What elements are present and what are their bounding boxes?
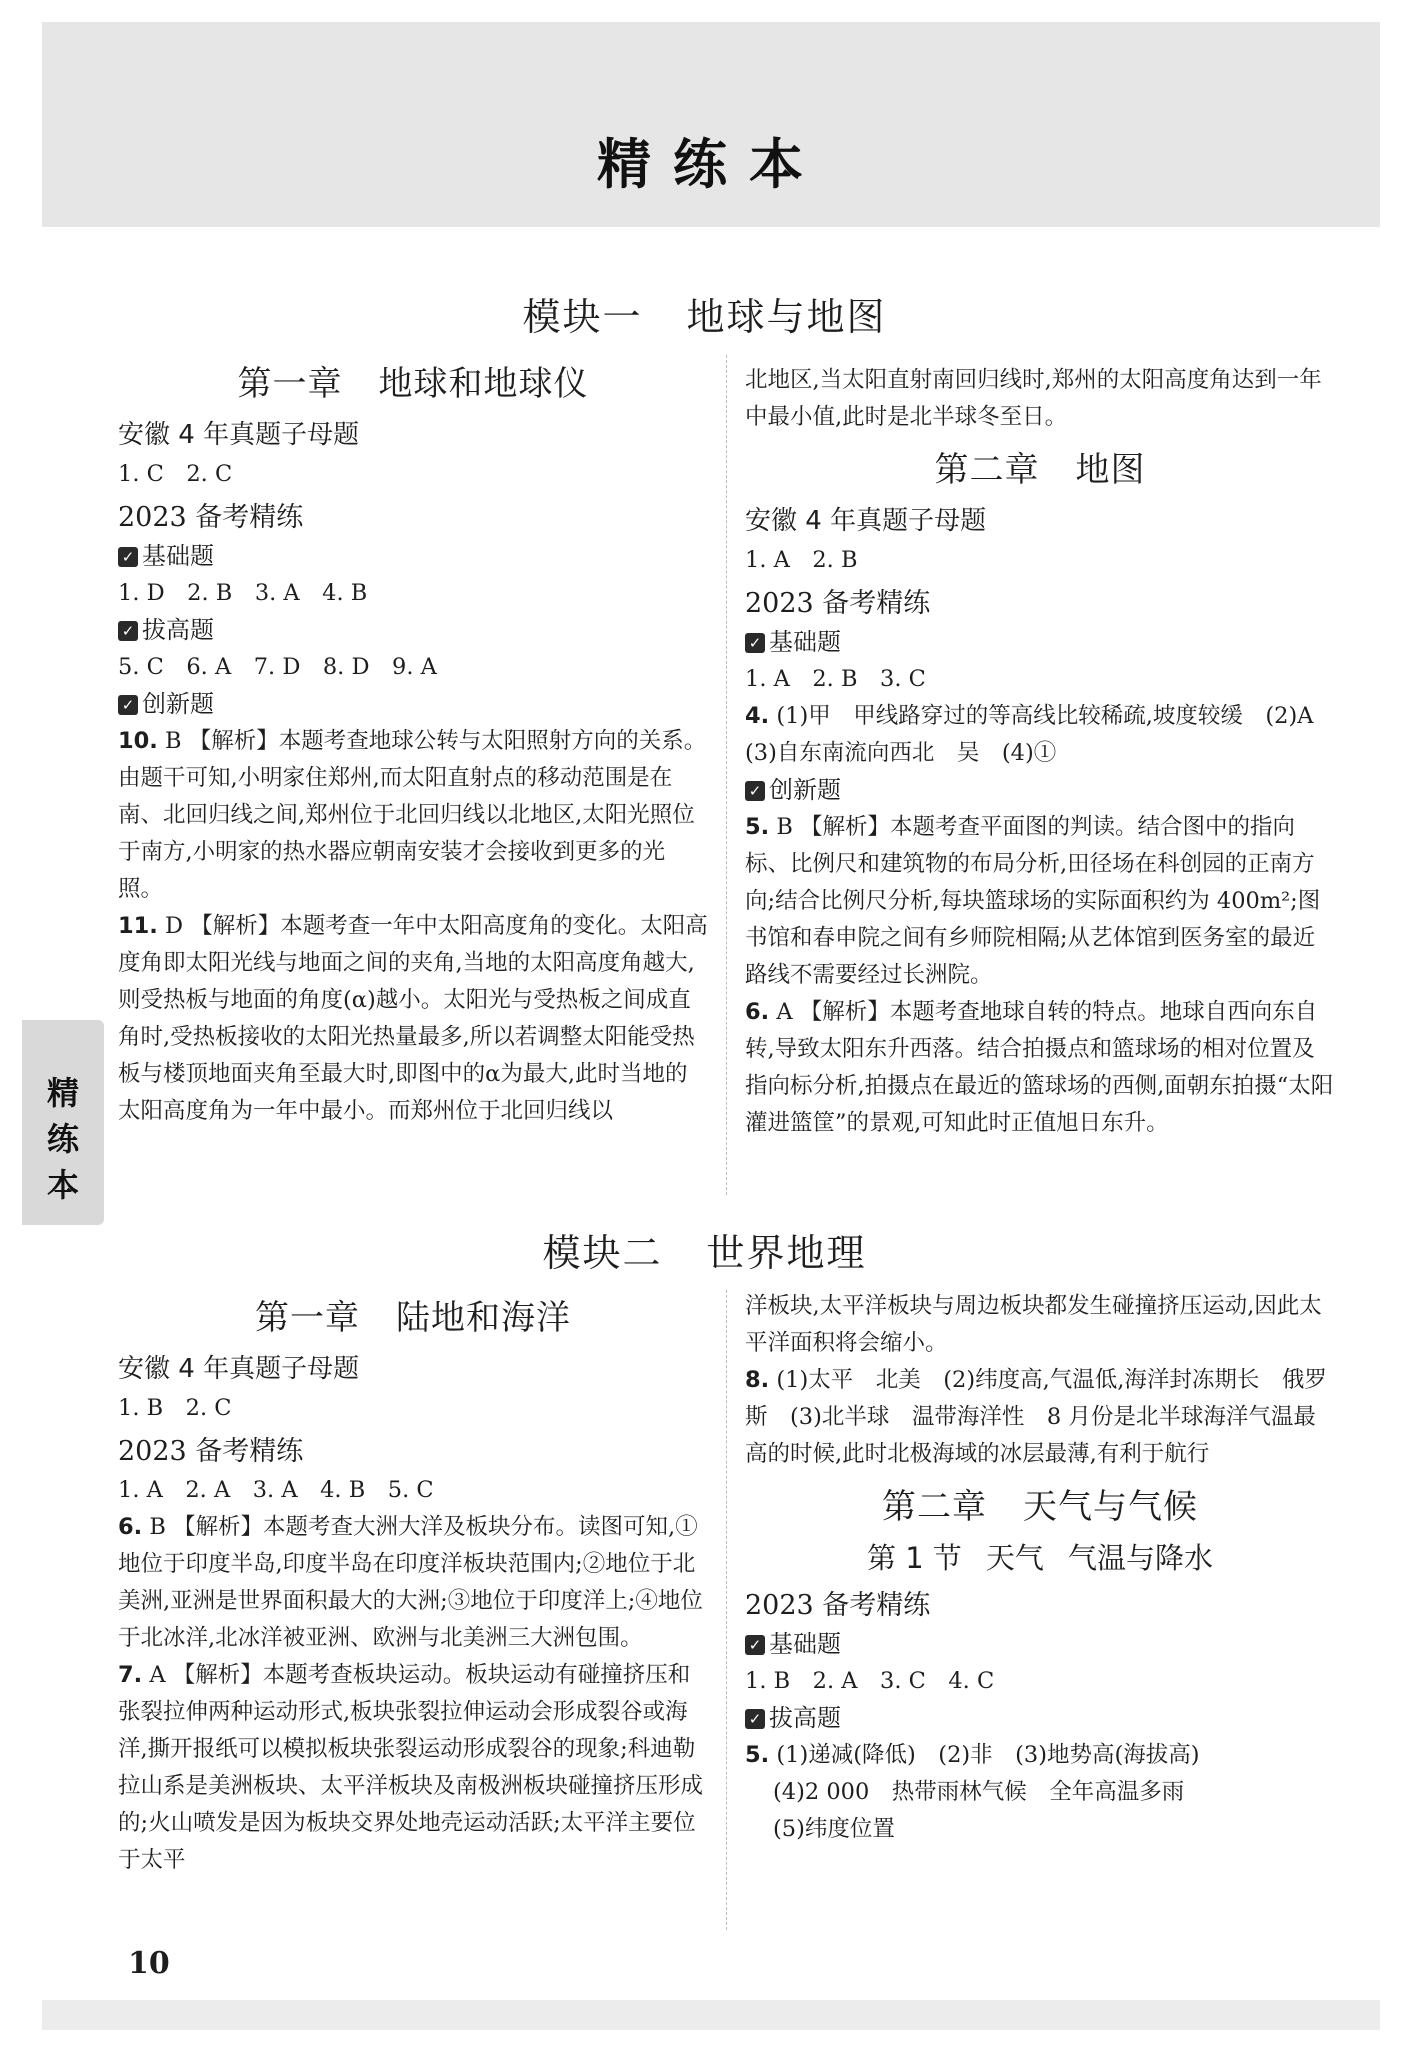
chapter-title: 第一章 地球和地球仪: [237, 364, 589, 404]
answer-explanation: 10. B 【解析】本题考查地球公转与太阳照射方向的关系。由题干可知,小明家住郑州,而太阳直射点的移动范围是在南、北回归线之间,郑州位于北回归线以北地区,太阳光照位于南方,小明家的热水器应朝南安装才会接收到更多的光照。: [118, 728, 707, 902]
prep-title: 2023 备考精练: [745, 1590, 931, 1621]
answer-explanation: 7. A 【解析】本题考查板块运动。板块运动有碰撞挤压和张裂拉伸两种运动形式,板块张裂拉伸运动会形成裂谷或海洋,撕开报纸可以模拟板块张裂运动形成裂谷的现象;科迪勒拉山系是美洲板块、太平洋板块及南极洲板块碰撞挤压形成的;火山喷发是因为板块交界处地壳运动活跃;太平洋主要位于太平: [118, 1662, 704, 1873]
chapter-title: 第二章 地图: [934, 450, 1146, 490]
module1-right-column: [745, 362, 1335, 1142]
answer-line: 1. A 2. B: [745, 547, 858, 573]
check-icon: ✓: [745, 633, 765, 653]
tag-innovative: ✓ 创新题: [745, 772, 1335, 809]
column-divider: [726, 355, 727, 1195]
check-icon: ✓: [118, 547, 138, 567]
answer-explanation: 5. (1)递减(降低) (2)非 (3)地势高(海拔高): [745, 1742, 1200, 1768]
tag-innovative: ✓ 创新题: [118, 686, 708, 723]
check-icon: ✓: [745, 1635, 765, 1655]
check-icon: ✓: [118, 621, 138, 641]
answer-explanation: 11. D 【解析】本题考查一年中太阳高度角的变化。太阳高度角即太阳光线与地面之间的夹角,当地的太阳高度角越大,则受热板与地面的角度(α)越小。太阳光与受热板之间成直角时,受热板接收的太阳光热量最多,所以若调整太阳能受热板与楼顶地面夹角至最大时,即图中的α为最大,此时当地的太阳高度角为一年中最小。而郑州位于北回归线以: [118, 913, 708, 1124]
header-band: [42, 22, 1380, 227]
answer-line: 1. A 2. B 3. C: [745, 666, 926, 692]
subsection-title: 安徽 4 年真题子母题: [745, 506, 987, 536]
module-name: 地球与地图: [686, 295, 887, 339]
page-number: 10: [128, 1946, 170, 1981]
module-label: 模块二: [542, 1231, 663, 1275]
module-title: [0, 286, 1409, 341]
answer-line: 1. C 2. C: [118, 461, 233, 487]
answer-line: (5)纬度位置: [773, 1816, 895, 1842]
answer-line: 1. B 2. A 3. C 4. C: [745, 1668, 995, 1694]
prep-title: 2023 备考精练: [118, 1436, 304, 1467]
answer-line: 5. C 6. A 7. D 8. D 9. A: [118, 654, 437, 680]
section-title: 第 1 节 天气 气温与降水: [867, 1541, 1213, 1575]
prep-title: 2023 备考精练: [118, 502, 304, 533]
column-divider: [726, 1290, 727, 1930]
tag-basic: ✓ 基础题: [745, 1626, 1335, 1663]
check-icon: ✓: [118, 695, 138, 715]
side-tab: [22, 1020, 104, 1225]
answer-explanation: 6. A 【解析】本题考查地球自转的特点。地球自西向东自转,导致太阳东升西落。结合拍摄点和篮球场的相对位置及指向标分析,拍摄点在最近的篮球场的西侧,面朝东拍摄“太阳灌进篮筐”的景观,可知此时正值旭日东升。: [745, 999, 1334, 1136]
answer-explanation: 4. (1)甲 甲线路穿过的等高线比较稀疏,坡度较缓 (2)A (3)自东南流向西北 吴 (4)①: [745, 703, 1337, 766]
answer-line: 1. D 2. B 3. A 4. B: [118, 580, 368, 606]
check-icon: ✓: [745, 1709, 765, 1729]
bottom-strip: [42, 2000, 1380, 2030]
tag-advanced: ✓ 拔高题: [745, 1700, 1335, 1737]
answer-explanation: 8. (1)太平 北美 (2)纬度高,气温低,海洋封冻期长 俄罗斯 (3)北半球 温带海洋性 8 月份是北半球海洋气温最高的时候,此时北极海域的冰层最薄,有利于航行: [745, 1367, 1327, 1467]
subsection-title: 安徽 4 年真题子母题: [118, 420, 360, 450]
answer-line: (4)2 000 热带雨林气候 全年高温多雨: [773, 1779, 1185, 1805]
tag-basic: ✓ 基础题: [745, 624, 1335, 661]
answer-line: 1. B 2. C: [118, 1395, 232, 1421]
module2-left-column: [118, 1284, 708, 1879]
module-title: [0, 1222, 1409, 1277]
check-icon: ✓: [745, 781, 765, 801]
continued-text: 洋板块,太平洋板块与周边板块都发生碰撞挤压运动,因此太平洋面积将会缩小。: [745, 1293, 1322, 1356]
chapter-title: 第二章 天气与气候: [882, 1487, 1198, 1527]
answer-explanation: 6. B 【解析】本题考查大洲大洋及板块分布。读图可知,①地位于印度半岛,印度半岛在印度洋板块范围内;②地位于北美洲,亚洲是世界面积最大的大洲;③地位于印度洋上;④地位于北冰洋,北冰洋被亚洲、欧洲与北美洲三大洲包围。: [118, 1514, 703, 1651]
answer-line: 1. A 2. A 3. A 4. B 5. C: [118, 1477, 434, 1503]
module2-right-column: [745, 1288, 1335, 1848]
module-label: 模块一: [522, 295, 643, 339]
module-name: 世界地理: [706, 1231, 867, 1275]
page-title: 精练本: [597, 133, 825, 196]
tag-advanced: ✓ 拔高题: [118, 612, 708, 649]
subsection-title: 安徽 4 年真题子母题: [118, 1354, 360, 1384]
continued-text: 北地区,当太阳直射南回归线时,郑州的太阳高度角达到一年中最小值,此时是北半球冬至日。: [745, 367, 1322, 430]
prep-title: 2023 备考精练: [745, 588, 931, 619]
answer-explanation: 5. B 【解析】本题考查平面图的判读。结合图中的指向标、比例尺和建筑物的布局分析,田径场在科创园的正南方向;结合比例尺分析,每块篮球场的实际面积约为 400m²;图书馆和春申院之间有乡师院相隔;从艺体馆到医务室的最近路线不需要经过长洲院。: [745, 814, 1321, 988]
side-tab-label: 精练本: [46, 1074, 79, 1204]
module1-left-column: [118, 350, 708, 1130]
tag-basic: ✓ 基础题: [118, 538, 708, 575]
chapter-title: 第一章 陆地和海洋: [255, 1298, 571, 1338]
